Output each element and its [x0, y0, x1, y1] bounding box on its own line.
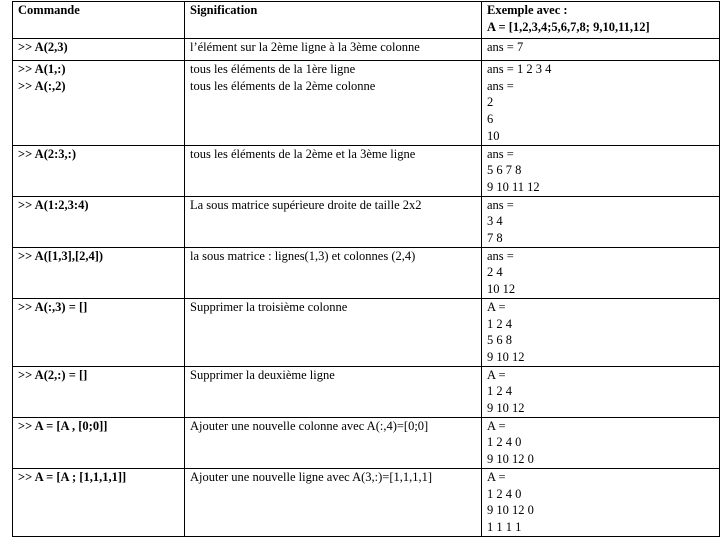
result-line: 10: [487, 128, 500, 143]
command-line: >> A(1,:): [18, 62, 66, 76]
result-cell: [482, 468, 720, 536]
command-cell: [13, 366, 185, 417]
command-line: >> A(2,3): [18, 40, 68, 54]
result-line: ans =: [487, 197, 514, 212]
result-line: 7 8: [487, 231, 503, 246]
command-line: >> A = [A ; [1,1,1,1]]: [18, 469, 127, 484]
command-cell: [13, 61, 185, 146]
result-line: 1 2 4 0: [487, 435, 522, 450]
result-line: 1 2 4 0: [487, 486, 522, 501]
command-cell: [13, 145, 185, 196]
result-line: 6: [487, 112, 494, 127]
result-line: 9 10 12: [487, 401, 525, 416]
result-line: 5 6 7 8: [487, 163, 522, 178]
table-row: [13, 247, 720, 298]
command-line: >> A = [A , [0;0]]: [18, 418, 108, 433]
result-cell: [482, 61, 720, 146]
result-cell: [482, 366, 720, 417]
meaning-line: l’élément sur la 2ème ligne à la 3ème colonne: [190, 40, 420, 54]
meaning-line: Ajouter une nouvelle colonne avec A(:,4)=[0;0]: [190, 418, 429, 433]
meaning-line: La sous matrice supérieure droite de taille 2x2: [190, 197, 422, 212]
command-line: >> A(:,2): [18, 78, 66, 93]
meaning-cell: [185, 61, 482, 146]
command-cell: [13, 247, 185, 298]
command-line: >> A(1:2,3:4): [18, 197, 89, 212]
result-line: 9 10 12: [487, 349, 525, 364]
result-line: A =: [487, 418, 506, 433]
result-line: ans = 1 2 3 4: [487, 62, 552, 76]
result-line: 2 4: [487, 265, 503, 280]
meaning-cell: [185, 298, 482, 366]
result-line: A =: [487, 367, 506, 382]
meaning-line: tous les éléments de la 1ère ligne: [190, 62, 356, 76]
command-cell: [13, 39, 185, 61]
table-row: [13, 39, 720, 61]
result-line: 1 2 4: [487, 316, 512, 331]
command-cell: [13, 468, 185, 536]
meaning-line: la sous matrice : lignes(1,3) et colonnes (2,4): [190, 248, 416, 263]
command-line: >> A([1,3],[2,4]): [18, 248, 104, 263]
table-row: [13, 468, 720, 536]
header-example-title: Exemple avec :: [487, 3, 568, 17]
result-line: 2: [487, 95, 494, 110]
result-line: 3 4: [487, 214, 503, 229]
result-line: A =: [487, 299, 506, 314]
command-cell: [13, 298, 185, 366]
meaning-line: Supprimer la troisième colonne: [190, 299, 348, 314]
result-cell: [482, 145, 720, 196]
result-line: 5 6 8: [487, 333, 512, 348]
result-line: 1 1 1 1: [487, 519, 522, 534]
table-row: [13, 196, 720, 247]
command-cell: [13, 417, 185, 468]
command-line: >> A(2:3,:): [18, 146, 76, 161]
result-line: 9 10 12 0: [487, 452, 534, 467]
meaning-cell: [185, 196, 482, 247]
header-row: [13, 2, 720, 39]
result-line: ans =: [487, 78, 514, 93]
result-line: 9 10 12 0: [487, 503, 534, 518]
meaning-line: tous les éléments de la 2ème colonne: [190, 78, 376, 93]
matlab-indexing-table: [12, 1, 720, 537]
result-cell: [482, 247, 720, 298]
result-cell: [482, 39, 720, 61]
result-cell: [482, 196, 720, 247]
result-line: 9 10 11 12: [487, 179, 540, 194]
command-line: >> A(:,3) = []: [18, 299, 88, 314]
result-line: ans =: [487, 146, 514, 161]
meaning-cell: [185, 39, 482, 61]
result-cell: [482, 417, 720, 468]
meaning-cell: [185, 417, 482, 468]
meaning-line: tous les éléments de la 2ème et la 3ème ligne: [190, 146, 416, 161]
result-cell: [482, 298, 720, 366]
command-line: >> A(2,:) = []: [18, 367, 88, 382]
table-row: [13, 417, 720, 468]
result-line: A =: [487, 469, 506, 484]
command-cell: [13, 196, 185, 247]
header-example-matrix: A = [1,2,3,4;5,6,7,8; 9,10,11,12]: [487, 19, 650, 34]
meaning-cell: [185, 468, 482, 536]
header-meaning: Signification: [185, 2, 482, 39]
meaning-line: Supprimer la deuxième ligne: [190, 367, 335, 382]
result-line: ans =: [487, 248, 514, 263]
header-command: Commande: [13, 2, 185, 39]
result-line: 1 2 4: [487, 384, 512, 399]
meaning-cell: [185, 145, 482, 196]
result-line: ans = 7: [487, 40, 524, 54]
table-row: [13, 366, 720, 417]
table-row: [13, 298, 720, 366]
header-example: [482, 2, 720, 39]
table-row: [13, 61, 720, 146]
meaning-cell: [185, 366, 482, 417]
result-line: 10 12: [487, 282, 516, 297]
table-row: [13, 145, 720, 196]
meaning-cell: [185, 247, 482, 298]
meaning-line: Ajouter une nouvelle ligne avec A(3,:)=[1,1,1,1]: [190, 469, 433, 484]
